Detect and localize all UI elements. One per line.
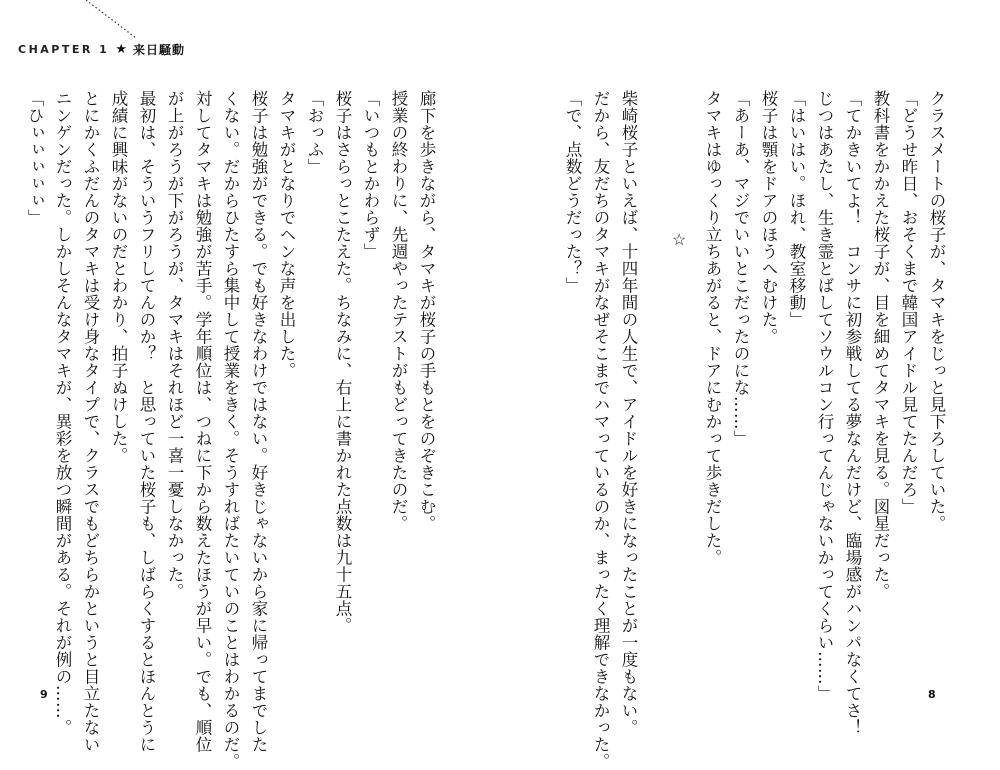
text-line: 「てかきいてよ！ コンサに初参戦してる夢なんだけど、臨場感がハンパなくてさ！	[843, 90, 862, 736]
text-line: 授業の終わりに、先週やったテストがもどってきたのだ。	[389, 90, 408, 532]
text-line: 「おっふ」	[305, 90, 324, 175]
text-line: 最初は、そういうフリしてんのか？ と思っていた桜子も、しばらくするとほんとうに	[137, 90, 156, 753]
text-line: タマキがとなりでヘンな声を出した。	[277, 90, 296, 379]
running-header	[18, 40, 185, 58]
text-line: 「どうせ昨日、おそくまで韓国アイドル見てたんだろ」	[899, 90, 918, 515]
text-line: 成績に興味がないのだとわかり、拍子ぬけした。	[109, 90, 128, 464]
text-line: が上がろうが下がろうが、タマキはそれほど一喜一憂しなかった。	[165, 90, 184, 600]
text-line: くない。だからひたすら集中して授業をきく。そうすればたいていのことはわかるのだ。	[221, 90, 240, 770]
section-break	[642, 90, 670, 672]
chapter-title: 来日騒動	[132, 42, 185, 57]
text-line: 「あーあ、マジでいいとこだったのにな……」	[731, 90, 750, 447]
chapter-label: CHAPTER 1	[18, 42, 110, 56]
page-number-left: 9	[40, 688, 48, 701]
text-line: 柴崎桜子といえば、十四年間の人生で、アイドルを好きになったことが一度もない。	[619, 90, 638, 736]
section-break	[670, 90, 698, 672]
text-line: じつはあたし、生き霊とばしてソウルコン行ってんじゃないかってくらい……」	[815, 90, 834, 702]
text-line: 廊下を歩きながら、タマキが桜子の手もとをのぞきこむ。	[417, 90, 436, 532]
text-line: 桜子はさらっとこたえた。ちなみに、右上に書かれた点数は九十五点。	[333, 90, 352, 634]
right-page-text	[563, 90, 950, 770]
text-line: 対してタマキは勉強が苦手。学年順位は、つねに下から数えたほうが早い。でも、順位	[193, 90, 212, 753]
text-line: 「はいはい。ほれ、教室移動」	[787, 90, 806, 328]
star-icon: ★	[115, 41, 127, 57]
text-line: 教科書をかかえた桜子が、目を細めてタマキを見る。図星だった。	[871, 90, 890, 600]
text-line: 「いつもとかわらず」	[361, 90, 380, 260]
text-line: だから、友だちのタマキがなぜそこまでハマっているのか、まったく理解できなかった。	[591, 90, 610, 770]
text-line: タマキはゆっくり立ちあがると、ドアにむかって歩きだした。	[703, 90, 722, 566]
section-star-icon: ☆	[672, 230, 687, 249]
text-line: 「で、点数どうだった？」	[563, 90, 582, 294]
text-line: ニンゲンだった。しかしそんなタマキが、異彩を放つ瞬間がある。それが例の……。	[53, 90, 72, 736]
text-line: 「ひぃぃぃぃぃ」	[25, 90, 44, 226]
left-page-text	[25, 90, 440, 770]
text-line: 桜子は顎をドアのほうへむけた。	[759, 90, 778, 345]
text-line: 桜子は勉強ができる。でも好きなわけではない。好きじゃないから家に帰ってまでした	[249, 90, 268, 753]
page-number-right: 8	[928, 688, 936, 701]
header-dotted-ornament	[86, 0, 138, 40]
text-line: クラスメートの桜子が、タマキをじっと見下ろしていた。	[927, 90, 946, 532]
text-line: とにかくふだんのタマキは受け身なタイプで、クラスでもどちらかというと目立たない	[81, 90, 100, 753]
